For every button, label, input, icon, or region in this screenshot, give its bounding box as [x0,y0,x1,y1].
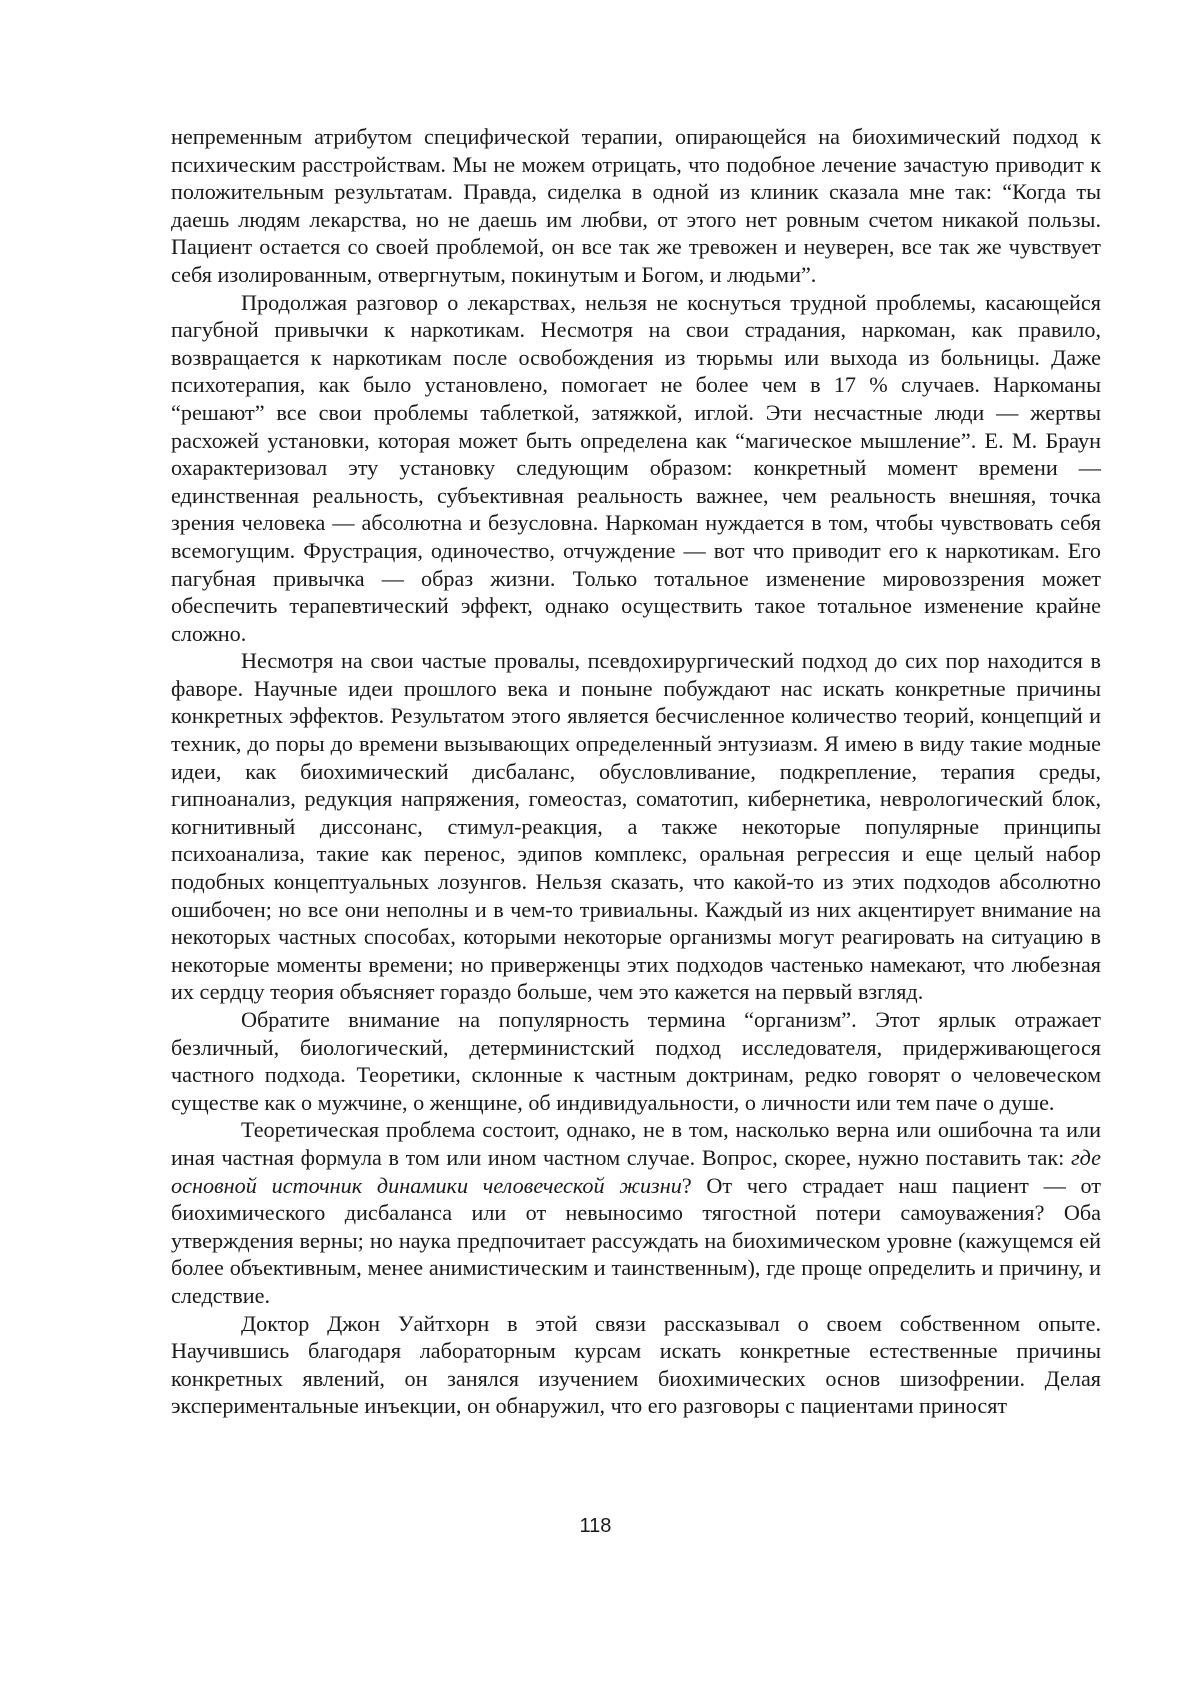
paragraph-3: Несмотря на свои частые провалы, псевдохирургический подход до сих пор находится в фаворе. Научные идеи прошлого века и поныне побуждают нас искать конкретные причины конкретных эффектов. Результатом этого является бесчисленное количество теорий, концепций и техник, до поры до времени вызывающих определенный энтузиазм. Я имею в виду такие модные идеи, как биохимический дисбаланс, обусловливание, подкрепление, терапия среды, гипноанализ, редукция напряжения, гомеостаз, соматотип, кибернетика, неврологический блок, когнитивный диссонанс, стимул-реакция, а также некоторые популярные принципы психоанализа, такие как перенос, эдипов комплекс, оральная регрессия и еще целый набор подобных концептуальных лозунгов. Нельзя сказать, что какой-то из этих подходов абсолютно ошибочен; но все они неполны и в чем-то тривиальны. Каждый из них акцентирует внимание на некоторых частных способах, которыми некоторые организмы могут реагировать на ситуацию в некоторые моменты времени; но приверженцы этих подходов частенько намекают, что любезная их сердцу теория объясняет гораздо больше, чем это кажется на первый взгляд. [171,648,1101,1005]
body-text [171,123,1101,1420]
paragraph-1: непременным атрибутом специфической терапии, опирающейся на биохимический подход к психическим расстройствам. Мы не можем отрицать, что подобное лечение зачастую приводит к положительным результатам. Правда, сиделка в одной из клиник сказала мне так: “Когда ты даешь людям лекарства, но не даешь им любви, от этого нет ровным счетом никакой пользы. Пациент остается со своей проблемой, он все так же тревожен и неуверен, все так же чувствует себя изолированным, отвергнутым, покинутым и Богом, и людьми”. [171,124,1101,287]
paragraph-5-italic-question: где основной источник динамики человеческой жизни [171,1144,1101,1198]
paragraph-5-text-before: Теоретическая проблема состоит, однако, не в том, насколько верна или ошибочна та или иная частная формула в том или ином частном случае. Вопрос, скорее, нужно поставить так: [171,1117,1101,1170]
paragraph-6: Доктор Джон Уайтхорн в этой связи рассказывал о своем собственном опыте. Научившись благодаря лабораторным курсам искать конкретные естественные причины конкретных явлений, он занялся изучением биохимических основ шизофрении. Делая экспериментальные инъекции, он обнаружил, что его разговоры с пациентами приносят [171,1310,1101,1419]
paragraph-5 [171,1116,1101,1309]
paragraph-5-text-after: ? От чего страдает наш пациент — от биохимического дисбаланса или от невыносимо тягостной потери самоуважения? Оба утверждения верны; но наука предпочитает рассуждать на биохимическом уровне (кажущемся ей более объективным, менее анимистическим и таинственным), где проще определить и причину, и следствие. [171,1172,1101,1308]
page-number: 118 [579,1515,612,1537]
paragraph-4: Обратите внимание на популярность термина “организм”. Этот ярлык отражает безличный, биологический, детерминистский подход исследователя, придерживающегося частного подхода. Теоретики, склонные к частным доктринам, редко говорят о человеческом существе как о мужчине, о женщине, об индивидуальности, о личности или тем паче о душе. [171,1007,1101,1115]
paragraph-2: Продолжая разговор о лекарствах, нельзя не коснуться трудной проблемы, касающейся пагубной привычки к наркотикам. Несмотря на свои страдания, наркоман, как правило, возвращается к наркотикам после освобождения из тюрьмы или выхода из больницы. Даже психотерапия, как было установлено, помогает не более чем в 17 % случаев. Наркоманы “решают” все свои проблемы таблеткой, затяжкой, иглой. Эти несчастные люди — жертвы расхожей установки, которая может быть определена как “магическое мышление”. Е. М. Браун охарактеризовал эту установку следующим образом: конкретный момент времени — единственная реальность, субъективная реальность важнее, чем реальность внешняя, точка зрения человека — абсолютна и безусловна. Наркоман нуждается в том, чтобы чувствовать себя всемогущим. Фрустрация, одиночество, отчуждение — вот что приводит его к наркотикам. Его пагубная привычка — образ жизни. Только тотальное изменение мировоззрения может обеспечить терапевтический эффект, однако осуществить такое тотальное изменение крайне сложно. [171,289,1101,646]
